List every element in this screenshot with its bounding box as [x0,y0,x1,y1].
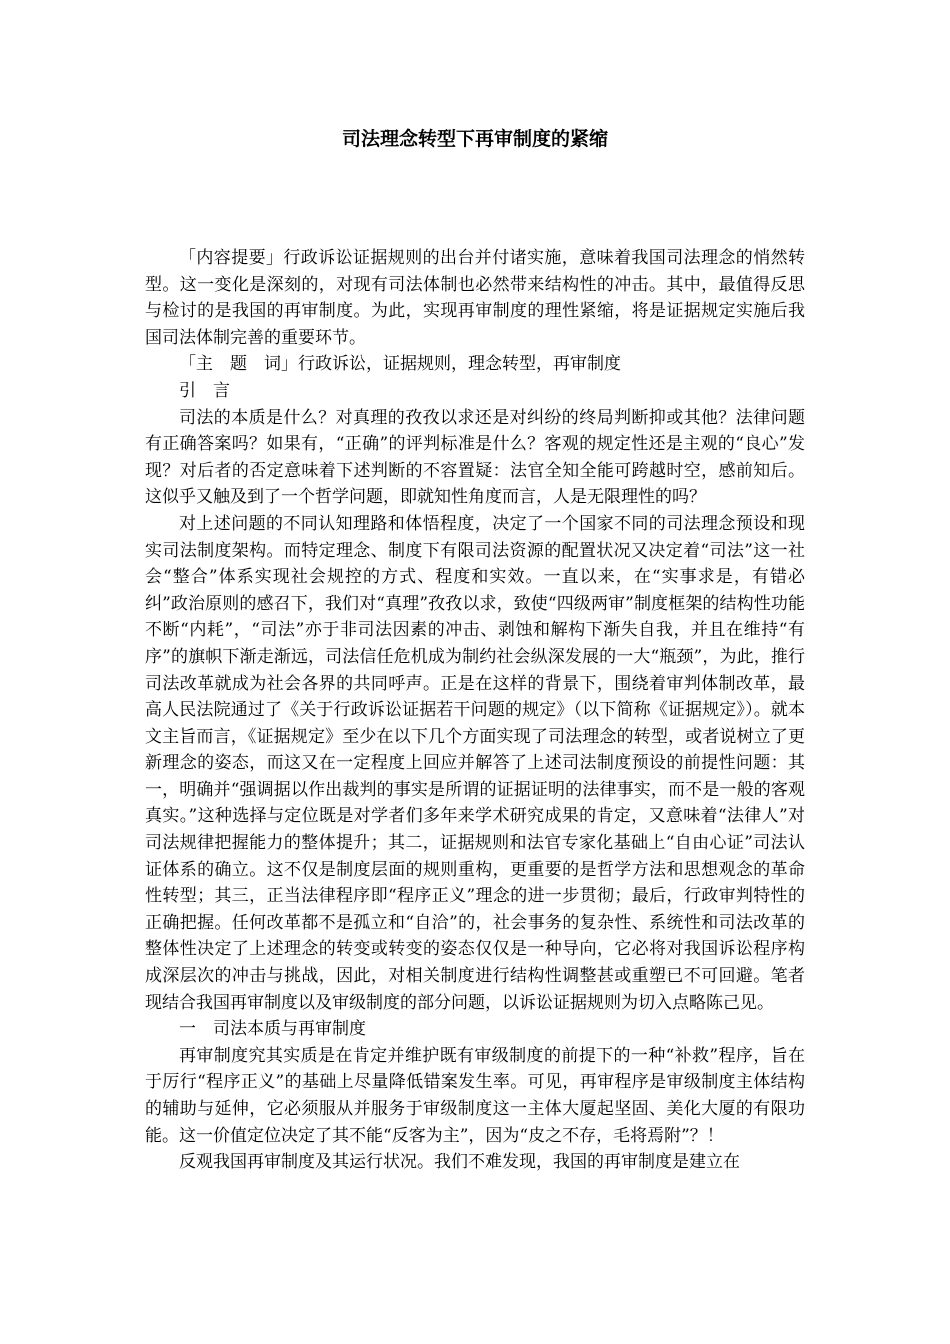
body-paragraph: 再审制度究其实质是在肯定并维护既有审级制度的前提下的一种“补救”程序，旨在于厉行“程序正义”的基础上尽量降低错案发生率。可见，再审程序是审级制度主体结构的辅助与延伸，它必须服从并服务于审级制度这一主体大厦起坚固、美化大厦的有限功能。这一价值定位决定了其不能“反客为主”，因为“皮之不存，毛将焉附”？！ [145,1045,805,1146]
document-body [145,245,805,1176]
page-title: 司法理念转型下再审制度的紧缩 [341,128,608,150]
keywords-paragraph: 「主 题 词」行政诉讼，证据规则，理念转型，再审制度 [179,354,621,375]
body-paragraph: 对上述问题的不同认知理路和体悟程度，决定了一个国家不同的司法理念预设和现实司法制度架构。而特定理念、制度下有限司法资源的配置状况又决定着“司法”这一社会“整合”体系实现社会规控的方式、程度和实效。一直以来，在“实事求是，有错必纠”政治原则的感召下，我们对“真理”孜孜以求，致使“四级两审”制度框架的结构性功能不断“内耗”，“司法”亦于非司法因素的冲击、剥蚀和解构下渐失自我，并且在维持“有序”的旗帜下渐走渐远，司法信任危机成为制约社会纵深发展的一大“瓶颈”，为此，推行司法改革就成为社会各界的共同呼声。正是在这样的背景下，围绕着审判体制改革，最高人民法院通过了《关于行政诉讼证据若干问题的规定》（以下简称《证据规定》）。就本文主旨而言，《证据规定》至少在以下几个方面实现了司法理念的转型，或者说树立了更新理念的姿态，而这又在一定程度上回应并解答了上述司法制度预设的前提性问题：其一，明确并“强调据以作出裁判的事实是所谓的证据证明的法律事实，而不是一般的客观真实。”这种选择与定位既是对学者们多年来学术研究成果的肯定，又意味着“法律人”对司法规律把握能力的整体提升；其二，证据规则和法官专家化基础上“自由心证”司法认证体系的确立。这不仅是制度层面的规则重构，更重要的是哲学方法和思想观念的革命性转型；其三，正当法律程序即“程序正义”理念的进一步贯彻；最后，行政审判特性的正确把握。任何改革都不是孤立和“自洽”的，社会事务的复杂性、系统性和司法改革的整体性决定了上述理念的转变或转变的姿态仅仅是一种导向，它必将对我国诉讼程序构成深层次的冲击与挑战，因此，对相关制度进行结构性调整甚或重塑已不可回避。笔者现结合我国再审制度以及审级制度的部分问题，以诉讼证据规则为切入点略陈己见。 [145,513,805,1013]
section-heading-introduction: 引 言 [179,380,230,401]
section-heading-1: 一 司法本质与再审制度 [179,1019,366,1040]
abstract-paragraph: 「内容提要」行政诉讼证据规则的出台并付诸实施，意味着我国司法理念的悄然转型。这一变化是深刻的，对现有司法体制也必然带来结构性的冲击。其中，最值得反思与检讨的是我国的再审制度。为此，实现再审制度的理性紧缩，将是证据规定实施后我国司法体制完善的重要环节。 [145,248,805,348]
body-paragraph: 反观我国再审制度及其运行状况。我们不难发现，我国的再审制度是建立在 [179,1152,740,1173]
body-paragraph: 司法的本质是什么？对真理的孜孜以求还是对纠纷的终局判断抑或其他？法律问题有正确答案吗？如果有，“正确”的评判标准是什么？客观的规定性还是主观的“良心”发现？对后者的否定意味着下述判断的不容置疑：法官全知全能可跨越时空，感前知后。这似乎又触及到了一个哲学问题，即就知性角度而言，人是无限理性的吗？ [145,407,805,508]
